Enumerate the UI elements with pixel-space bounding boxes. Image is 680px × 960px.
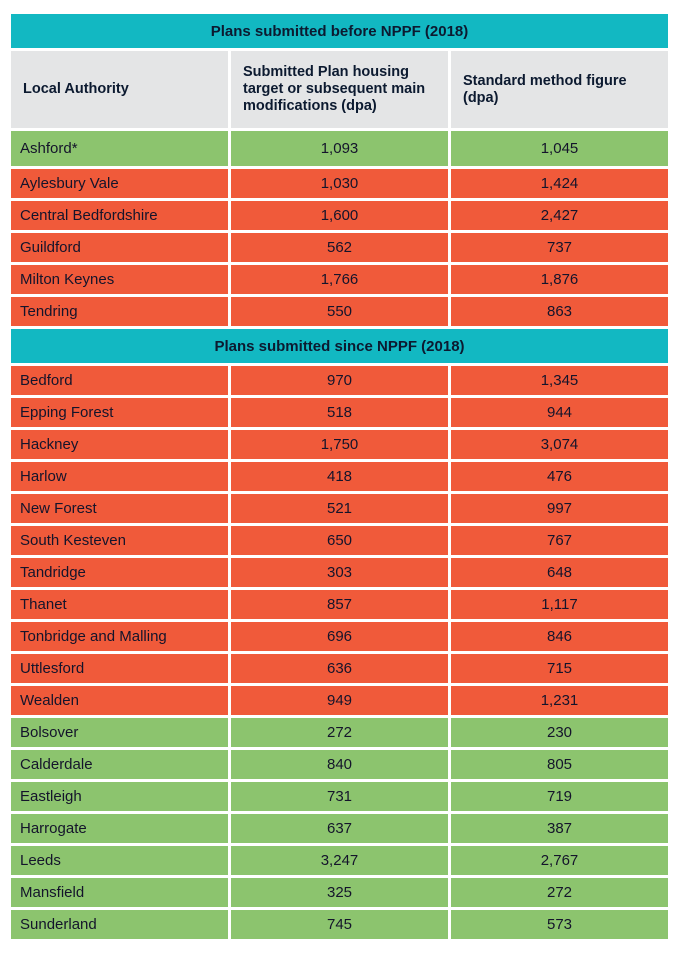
cell-authority: Milton Keynes (11, 265, 228, 294)
table-row (11, 169, 668, 198)
cell-standard: 944 (451, 398, 668, 427)
table-row (11, 846, 668, 875)
cell-standard: 805 (451, 750, 668, 779)
cell-standard: 387 (451, 814, 668, 843)
cell-submitted: 518 (231, 398, 448, 427)
column-header-authority: Local Authority (11, 51, 228, 128)
table-row (11, 910, 668, 939)
cell-authority: Leeds (11, 846, 228, 875)
cell-standard: 1,876 (451, 265, 668, 294)
cell-standard: 1,424 (451, 169, 668, 198)
housing-table (11, 14, 668, 942)
cell-authority: Guildford (11, 233, 228, 262)
cell-submitted: 636 (231, 654, 448, 683)
cell-standard: 846 (451, 622, 668, 651)
table-row (11, 366, 668, 395)
table-row (11, 814, 668, 843)
cell-authority: Eastleigh (11, 782, 228, 811)
cell-submitted: 696 (231, 622, 448, 651)
cell-standard: 648 (451, 558, 668, 587)
cell-submitted: 562 (231, 233, 448, 262)
table-row (11, 265, 668, 294)
cell-submitted: 745 (231, 910, 448, 939)
cell-submitted: 637 (231, 814, 448, 843)
table-row (11, 718, 668, 747)
cell-authority: Harrogate (11, 814, 228, 843)
cell-standard: 3,074 (451, 430, 668, 459)
cell-authority: Uttlesford (11, 654, 228, 683)
cell-standard: 1,045 (451, 131, 668, 166)
table-row (11, 297, 668, 326)
cell-standard: 715 (451, 654, 668, 683)
cell-authority: Ashford* (11, 131, 228, 166)
cell-submitted: 840 (231, 750, 448, 779)
cell-submitted: 3,247 (231, 846, 448, 875)
cell-submitted: 272 (231, 718, 448, 747)
cell-submitted: 949 (231, 686, 448, 715)
cell-standard: 476 (451, 462, 668, 491)
cell-submitted: 970 (231, 366, 448, 395)
cell-submitted: 1,093 (231, 131, 448, 166)
cell-submitted: 550 (231, 297, 448, 326)
cell-submitted: 1,030 (231, 169, 448, 198)
column-header-row (11, 51, 668, 128)
cell-submitted: 1,600 (231, 201, 448, 230)
cell-submitted: 1,750 (231, 430, 448, 459)
table-row (11, 782, 668, 811)
cell-standard: 2,427 (451, 201, 668, 230)
section-since-rows (11, 366, 668, 939)
cell-submitted: 650 (231, 526, 448, 555)
cell-standard: 1,231 (451, 686, 668, 715)
cell-authority: Harlow (11, 462, 228, 491)
cell-authority: Calderdale (11, 750, 228, 779)
cell-authority: Hackney (11, 430, 228, 459)
table-row (11, 750, 668, 779)
cell-authority: Sunderland (11, 910, 228, 939)
table-row (11, 878, 668, 907)
table-row (11, 558, 668, 587)
cell-authority: Tendring (11, 297, 228, 326)
cell-standard: 1,117 (451, 590, 668, 619)
table-row (11, 686, 668, 715)
cell-authority: Bedford (11, 366, 228, 395)
cell-authority: New Forest (11, 494, 228, 523)
cell-authority: Bolsover (11, 718, 228, 747)
cell-submitted: 325 (231, 878, 448, 907)
section-title-since: Plans submitted since NPPF (2018) (11, 329, 668, 363)
cell-standard: 997 (451, 494, 668, 523)
table-row (11, 654, 668, 683)
cell-authority: Epping Forest (11, 398, 228, 427)
cell-standard: 719 (451, 782, 668, 811)
cell-standard: 573 (451, 910, 668, 939)
cell-authority: Central Bedfordshire (11, 201, 228, 230)
cell-submitted: 731 (231, 782, 448, 811)
cell-standard: 230 (451, 718, 668, 747)
table-row (11, 131, 668, 166)
cell-authority: Thanet (11, 590, 228, 619)
table-row (11, 462, 668, 491)
section-title-before: Plans submitted before NPPF (2018) (11, 14, 668, 48)
cell-authority: Mansfield (11, 878, 228, 907)
cell-submitted: 1,766 (231, 265, 448, 294)
cell-standard: 2,767 (451, 846, 668, 875)
table-row (11, 590, 668, 619)
section-before-rows (11, 131, 668, 326)
column-header-standard: Standard method figure (dpa) (451, 51, 668, 128)
table-row (11, 622, 668, 651)
cell-standard: 863 (451, 297, 668, 326)
table-row (11, 201, 668, 230)
column-header-submitted: Submitted Plan housing target or subsequent main modifications (dpa) (231, 51, 448, 128)
cell-authority: Aylesbury Vale (11, 169, 228, 198)
cell-authority: Tandridge (11, 558, 228, 587)
cell-authority: Tonbridge and Malling (11, 622, 228, 651)
table-row (11, 494, 668, 523)
cell-submitted: 521 (231, 494, 448, 523)
cell-submitted: 418 (231, 462, 448, 491)
table-row (11, 526, 668, 555)
cell-authority: Wealden (11, 686, 228, 715)
cell-standard: 272 (451, 878, 668, 907)
cell-submitted: 303 (231, 558, 448, 587)
table-row (11, 233, 668, 262)
cell-submitted: 857 (231, 590, 448, 619)
cell-standard: 767 (451, 526, 668, 555)
cell-authority: South Kesteven (11, 526, 228, 555)
table-row (11, 430, 668, 459)
cell-standard: 1,345 (451, 366, 668, 395)
cell-standard: 737 (451, 233, 668, 262)
table-row (11, 398, 668, 427)
